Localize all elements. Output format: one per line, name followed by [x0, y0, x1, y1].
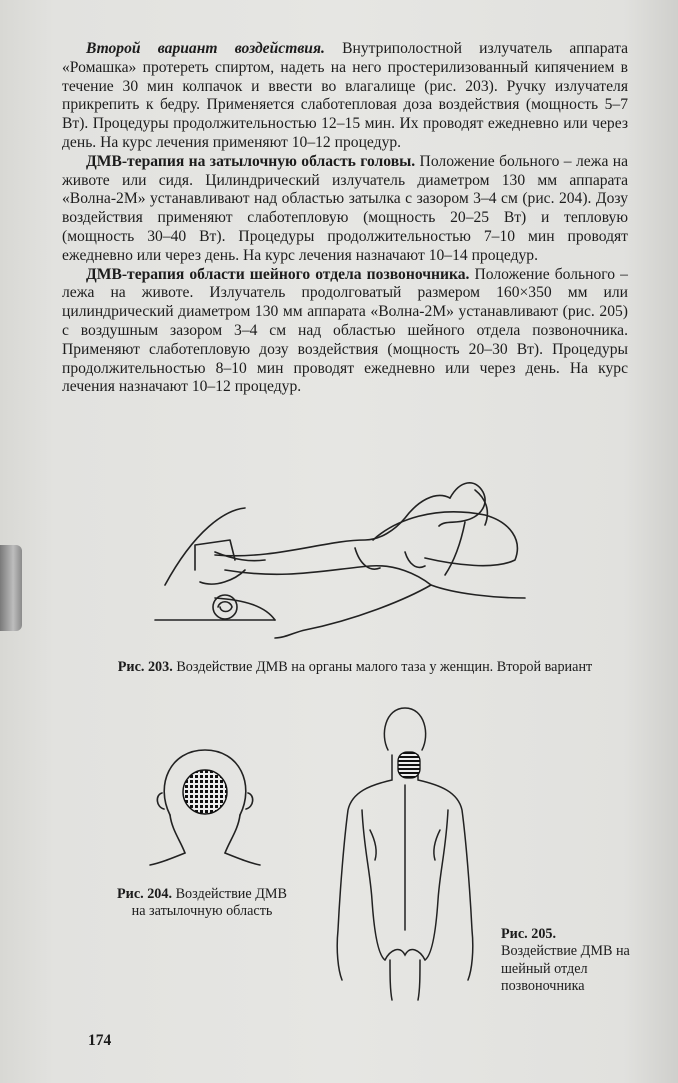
paragraph-text: Положение больного – лежа на животе. Излучатель продолговатый размером 160×350 мм или цилиндрический диаметром 130 мм аппарата «Волна-2М» устанавливают (рис. 205) с воздушным зазором 3–4 см над областью шейного отдела позвоночника. Применяют слаботепловую дозу воздействия (мощность 20–30 Вт). Процедуры продолжительностью 8–10 мин проводят ежедневно или через день. На курс лечения назначают 10–12 процедур. [62, 265, 628, 396]
figure-label: Рис. 205. [501, 926, 557, 942]
figure-caption-text: Воздействие ДМВ на органы малого таза у женщин. Второй вариант [172, 659, 593, 675]
figure-caption-text: Воздействие ДМВ на затылочную область [131, 886, 287, 919]
figure-label: Рис. 204. [116, 886, 173, 902]
paragraph-occipital [62, 153, 628, 266]
paragraph-heading: Второй вариант воздействия. [86, 40, 325, 57]
figure-203-caption [95, 658, 615, 676]
figure-caption-text: Воздействие ДМВ на шейный отдел позвоночника [501, 943, 630, 995]
paragraph-text: Внутриполостной излучатель аппарата «Ромашка» протереть спиртом, надеть на него простерилизованный кипячением в течение 30 мин колпачок и ввести во влагалище (рис. 203). Ручку излучателя прикрепить к бедру. Применяется слаботепловая доза воздействия (мощность 5–7 Вт). Процедуры продолжительностью 12–15 мин. Их проводят ежедневно или через день. На курс лечения применяют 10–12 процедур. [62, 40, 628, 151]
paragraph-heading: ДМВ-терапия на затылочную область головы. [86, 152, 416, 170]
binder-clip [0, 545, 22, 631]
figure-203-illustration [155, 470, 525, 650]
paragraph-heading: ДМВ-терапия области шейного отдела позвоночника. [86, 265, 470, 283]
figure-204-caption [112, 886, 292, 920]
body-text [62, 40, 628, 397]
figure-205-caption [501, 926, 633, 996]
page-number: 174 [88, 1032, 112, 1049]
paragraph-cervical [62, 266, 628, 398]
figure-205-illustration [330, 700, 480, 1000]
figure-204-illustration [150, 745, 260, 865]
figure-label: Рис. 203. [117, 659, 173, 675]
paragraph-text: Положение больного – лежа на животе или сидя. Цилиндрический излучатель диаметром 130 мм аппарата «Волна-2М» устанавливают над областью затылка с зазором 3–4 см (рис. 204). Дозу воздействия применяют слаботепловую (мощность 20–25 Вт) и тепловую (мощность 30–40 Вт). Процедуры продолжительностью 7–10 мин проводят ежедневно или через день. На курс лечения назначают 10–14 процедур. [62, 152, 628, 264]
paragraph-second-variant [62, 40, 628, 153]
